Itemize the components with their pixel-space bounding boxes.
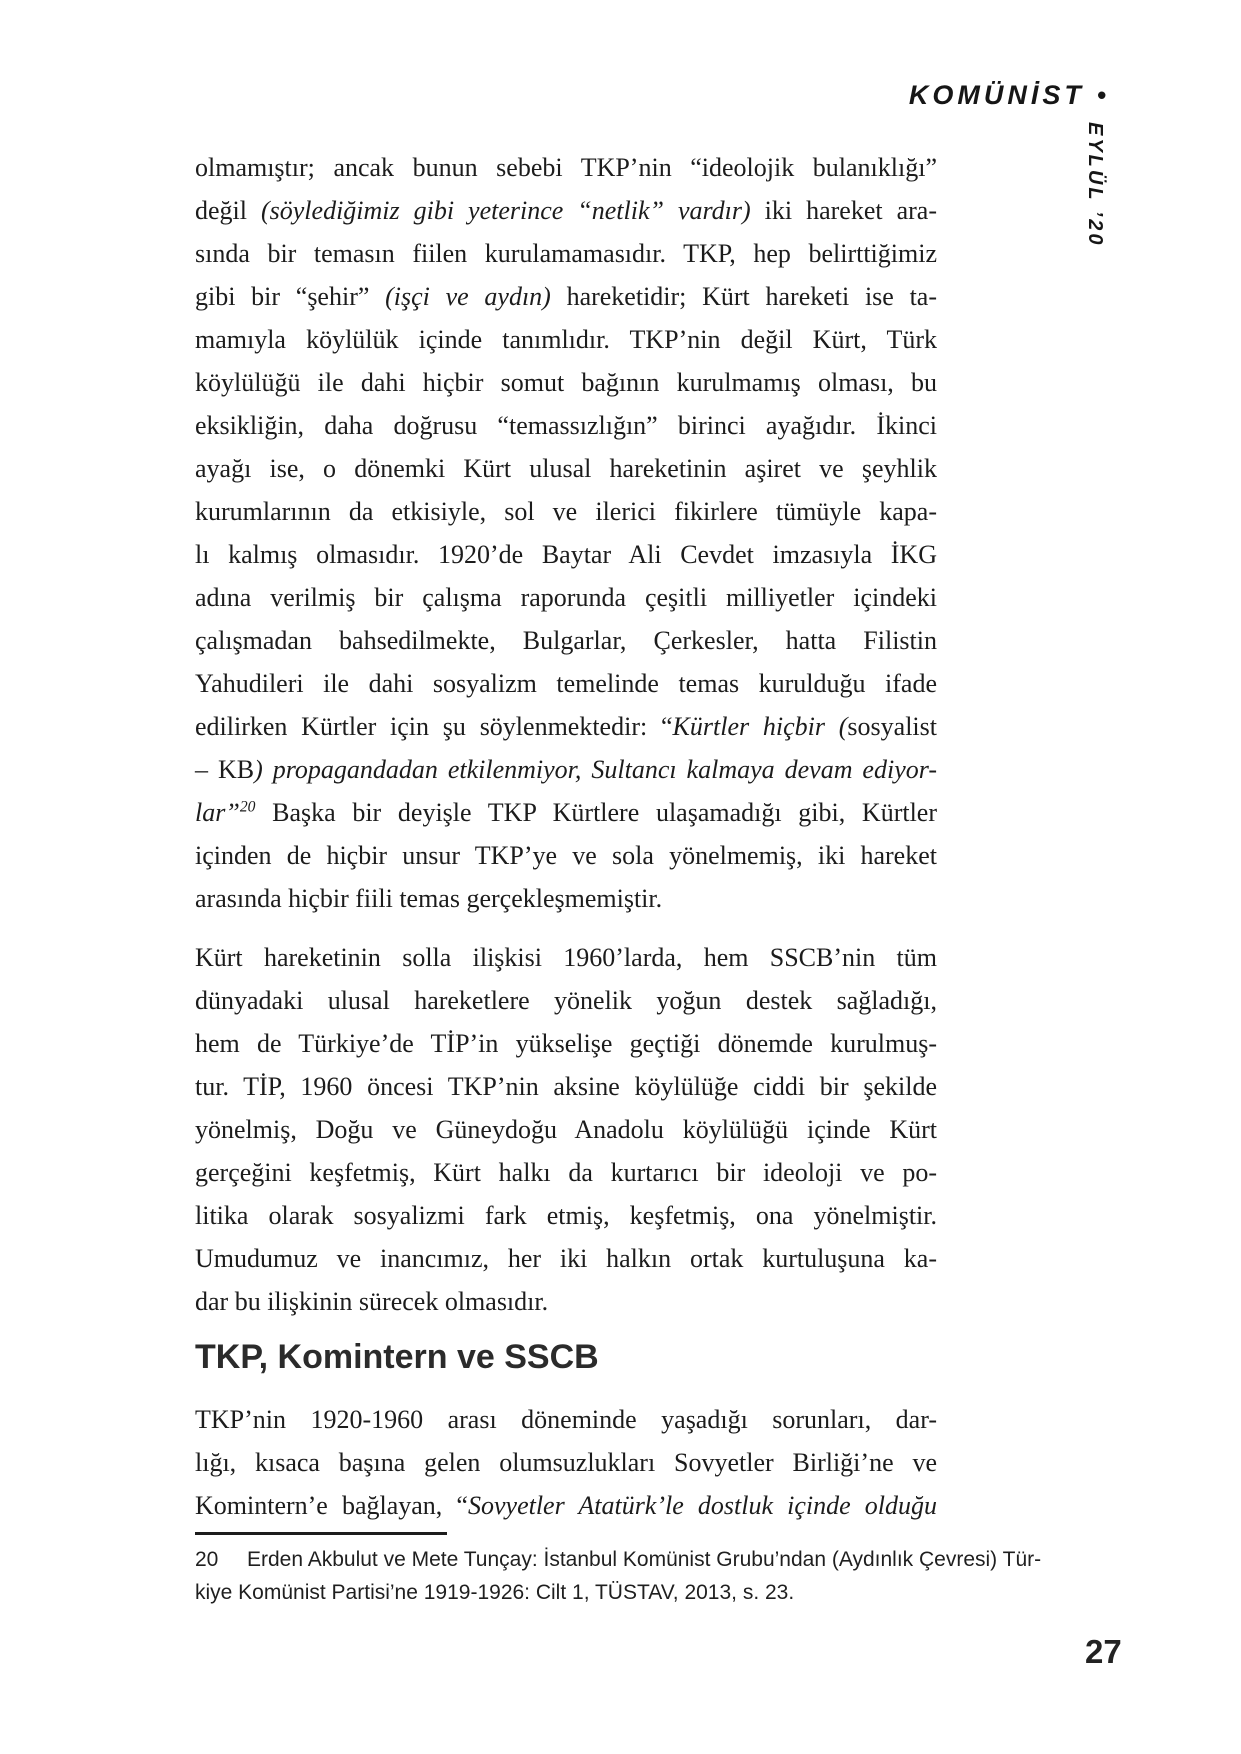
text-line [195, 318, 937, 361]
text-line [195, 1441, 937, 1484]
text-line [195, 1484, 937, 1527]
footnote-text: Erden Akbulut ve Mete Tunçay: İstanbul Komünist Grubu’ndan (Aydınlık Çevresi) Tür- [247, 1548, 1042, 1571]
text-segment: değil [195, 196, 261, 225]
footnote [195, 1543, 1095, 1609]
text-segment-italic: (söylediğimiz gibi yeterince “netlik” vardır) [260, 196, 751, 225]
text-segment-italic: Sovyetler Atatürk’le dostluk içinde olduğu [467, 1491, 937, 1520]
text-segment: içinden de hiçbir unsur TKP’ye ve sola yönelmemiş, iki hareket [195, 841, 937, 870]
text-line [195, 232, 937, 275]
text-segment: arasında hiçbir fiili temas gerçekleşmemiştir. [195, 884, 663, 913]
text-segment: lığı, kısaca başına gelen olumsuzlukları Sovyetler Birliği’ne ve [195, 1448, 937, 1477]
section-heading: TKP, Komintern ve SSCB [195, 1338, 599, 1376]
text-segment: lı kalmış olmasıdır. 1920’de Baytar Ali Cevdet imzasıyla İKG [195, 540, 937, 569]
text-segment-italic: ) propagandadan etkilenmiyor, Sultancı kalmaya devam ediyor- [254, 755, 937, 784]
text-segment: Kürt hareketinin solla ilişkisi 1960’larda, hem SSCB’nin tüm [195, 943, 937, 972]
text-line [195, 1194, 937, 1237]
header-bullet-icon: • [1096, 80, 1106, 110]
footnote-text: kiye Komünist Partisi’ne 1919-1926: Cilt 1, TÜSTAV, 2013, s. 23. [195, 1581, 795, 1604]
text-segment: mamıyla köylülük içinde tanımlıdır. TKP’nin değil Kürt, Türk [195, 325, 937, 354]
text-line [195, 1398, 937, 1441]
issue-date-vertical: EYLÜL ’20 [1084, 122, 1106, 248]
text-segment: sosyalist [847, 712, 937, 741]
text-segment: gibi bir “şehir” [195, 282, 386, 311]
text-segment: gerçeğini keşfetmiş, Kürt halkı da kurtarıcı bir ideoloji ve po- [195, 1158, 937, 1187]
journal-title: KOMÜNİST [908, 80, 1085, 110]
paragraph-2 [195, 936, 937, 1323]
text-line [195, 662, 937, 705]
text-segment: iki hareket ara- [750, 196, 937, 225]
text-line [195, 146, 937, 189]
text-line [195, 705, 937, 748]
text-line [195, 490, 937, 533]
text-line [195, 791, 937, 834]
text-line [195, 619, 937, 662]
text-line [195, 533, 937, 576]
journal-header [909, 80, 1106, 111]
paragraph-3 [195, 1398, 937, 1527]
footnote-number: 20 [195, 1548, 219, 1571]
footnote-line [195, 1543, 1095, 1576]
text-segment: olmamıştır; ancak bunun sebebi TKP’nin “ideolojik bulanıklığı” [195, 153, 937, 182]
text-line [195, 404, 937, 447]
text-line [195, 748, 937, 791]
text-line [195, 1280, 937, 1323]
text-segment: Komintern’e bağlayan, “ [195, 1491, 468, 1520]
text-segment: Yahudileri ile dahi sosyalizm temelinde temas kurulduğu ifade [195, 669, 937, 698]
text-segment: hem de Türkiye’de TİP’in yükselişe geçtiği dönemde kurulmuş- [195, 1029, 937, 1058]
text-segment: hareketidir; Kürt hareketi ise ta- [550, 282, 937, 311]
text-segment: tur. TİP, 1960 öncesi TKP’nin aksine köylülüğe ciddi bir şekilde [195, 1072, 937, 1101]
text-segment: Umudumuz ve inancımız, her iki halkın ortak kurtuluşuna ka- [195, 1244, 937, 1273]
text-line [195, 834, 937, 877]
text-segment: dünyadaki ulusal hareketlere yönelik yoğun destek sağladığı, [195, 986, 937, 1015]
page-number: 27 [1085, 1633, 1122, 1670]
text-segment-italic: Kürtler hiçbir ( [672, 712, 848, 741]
footnote-separator [195, 1532, 447, 1535]
text-segment: sında bir temasın fiilen kurulamamasıdır. TKP, hep belirttiğimiz [195, 239, 937, 268]
text-line [195, 877, 937, 920]
text-segment: yönelmiş, Doğu ve Güneydoğu Anadolu köylülüğü içinde Kürt [195, 1115, 937, 1144]
text-line [195, 189, 937, 232]
text-line [195, 936, 937, 979]
footnote-reference: 20 [239, 798, 256, 816]
paragraph-1 [195, 146, 937, 920]
text-segment: TKP’nin 1920-1960 arası döneminde yaşadığı sorunları, dar- [195, 1405, 937, 1434]
text-segment: – KB [195, 755, 255, 784]
text-line [195, 447, 937, 490]
text-line [195, 1151, 937, 1194]
text-segment: dar bu ilişkinin sürecek olmasıdır. [195, 1287, 549, 1316]
text-segment: çalışmadan bahsedilmekte, Bulgarlar, Çerkesler, hatta Filistin [195, 626, 937, 655]
footnote-line [195, 1576, 1095, 1609]
text-line [195, 361, 937, 404]
text-segment: ayağı ise, o dönemki Kürt ulusal hareketinin aşiret ve şeyhlik [195, 454, 937, 483]
text-line [195, 1065, 937, 1108]
text-line [195, 1022, 937, 1065]
text-segment: eksikliğin, daha doğrusu “temassızlığın” birinci ayağıdır. İkinci [195, 411, 937, 440]
text-line [195, 1237, 937, 1280]
text-segment: kurumlarının da etkisiyle, sol ve ilerici fikirlere tümüyle kapa- [195, 497, 937, 526]
text-segment: edilirken Kürtler için şu söylenmektedir: “ [195, 712, 673, 741]
text-line [195, 275, 937, 318]
text-segment: köylülüğü ile dahi hiçbir somut bağının kurulmamış olması, bu [195, 368, 937, 397]
text-segment: Başka bir deyişle TKP Kürtlere ulaşamadığı gibi, Kürtler [255, 798, 937, 827]
text-segment-italic: lar” [195, 798, 240, 827]
text-line [195, 979, 937, 1022]
text-line [195, 576, 937, 619]
text-line [195, 1108, 937, 1151]
text-segment: litika olarak sosyalizmi fark etmiş, keşfetmiş, ona yönelmiştir. [195, 1201, 937, 1230]
text-segment: adına verilmiş bir çalışma raporunda çeşitli milliyetler içindeki [195, 583, 937, 612]
text-segment-italic: (işçi ve aydın) [385, 282, 551, 311]
